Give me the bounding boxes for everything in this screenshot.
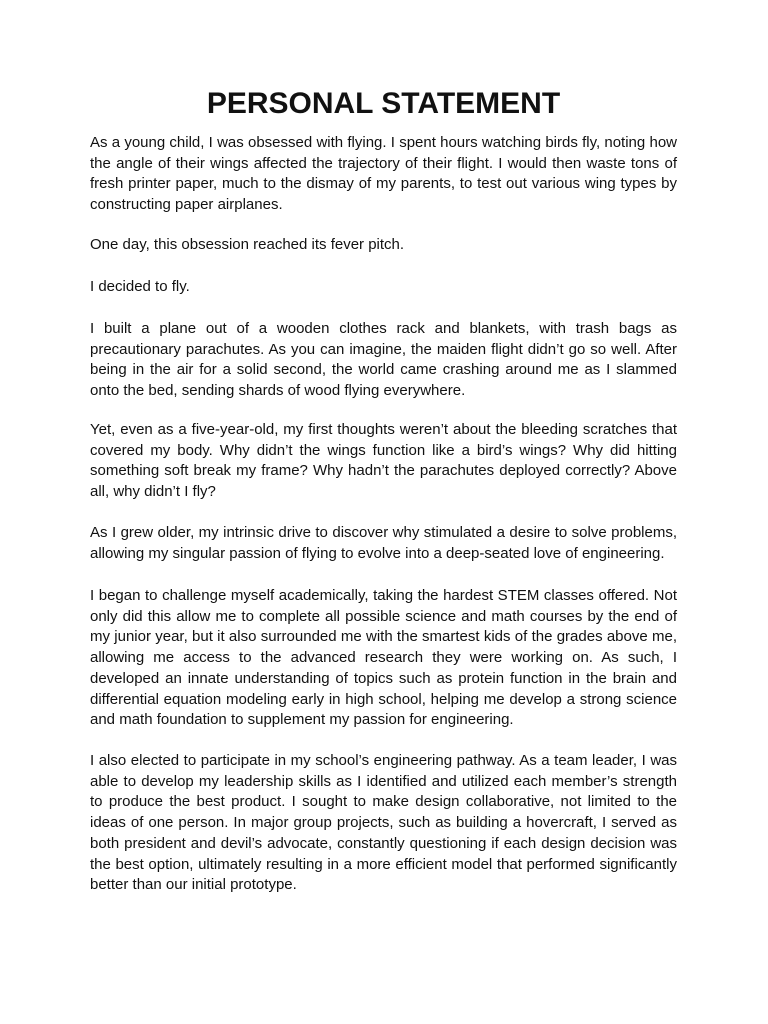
- page-title: PERSONAL STATEMENT: [206, 87, 561, 120]
- paragraph: I built a plane out of a wooden clothes rack and blankets, with trash bags as precautionary parachutes. As you can imagine, the maiden flight didn’t go so well. After being in the air for a solid second, the world came crashing around me as I slammed onto the bed, sending shards of wood flying everywhere.: [90, 320, 677, 400]
- paragraph: I decided to fly.: [90, 278, 190, 295]
- paragraph: As I grew older, my intrinsic drive to discover why stimulated a desire to solve problems, allowing my singular passion of flying to evolve into a deep-seated love of engineering.: [90, 524, 677, 562]
- paragraph: As a young child, I was obsessed with flying. I spent hours watching birds fly, noting how the angle of their wings affected the trajectory of their flight. I would then waste tons of fresh printer paper, much to the dismay of my parents, to test out various wing types by constructing paper airplanes.: [90, 134, 677, 214]
- paragraph: I also elected to participate in my school’s engineering pathway. As a team leader, I was able to develop my leadership skills as I identified and utilized each member’s strength to produce the best product. I sought to make design collaborative, not limited to the ideas of one person. In major group projects, such as building a hovercraft, I served as both president and devil’s advocate, constantly questioning if each design decision was the best option, ultimately resulting in a more efficient model that performed significantly better than our initial prototype.: [90, 752, 677, 894]
- paragraph: One day, this obsession reached its fever pitch.: [90, 236, 405, 253]
- paragraph: I began to challenge myself academically, taking the hardest STEM classes offered. Not only did this allow me to complete all possible science and math courses by the end of my junior year, but it also surrounded me with the smartest kids of the grades above me, allowing me access to the advanced research they were working on. As such, I developed an innate understanding of topics such as protein function in the brain and differential equation modeling early in high school, helping me develop a strong science and math foundation to supplement my passion for engineering.: [90, 587, 677, 729]
- document-page: [90, 87, 677, 894]
- paragraph: Yet, even as a five-year-old, my first thoughts weren’t about the bleeding scratches that covered my body. Why didn’t the wings function like a bird’s wings? Why did hitting something soft break my frame? Why hadn’t the parachutes deployed correctly? Above all, why didn’t I fly?: [90, 421, 677, 501]
